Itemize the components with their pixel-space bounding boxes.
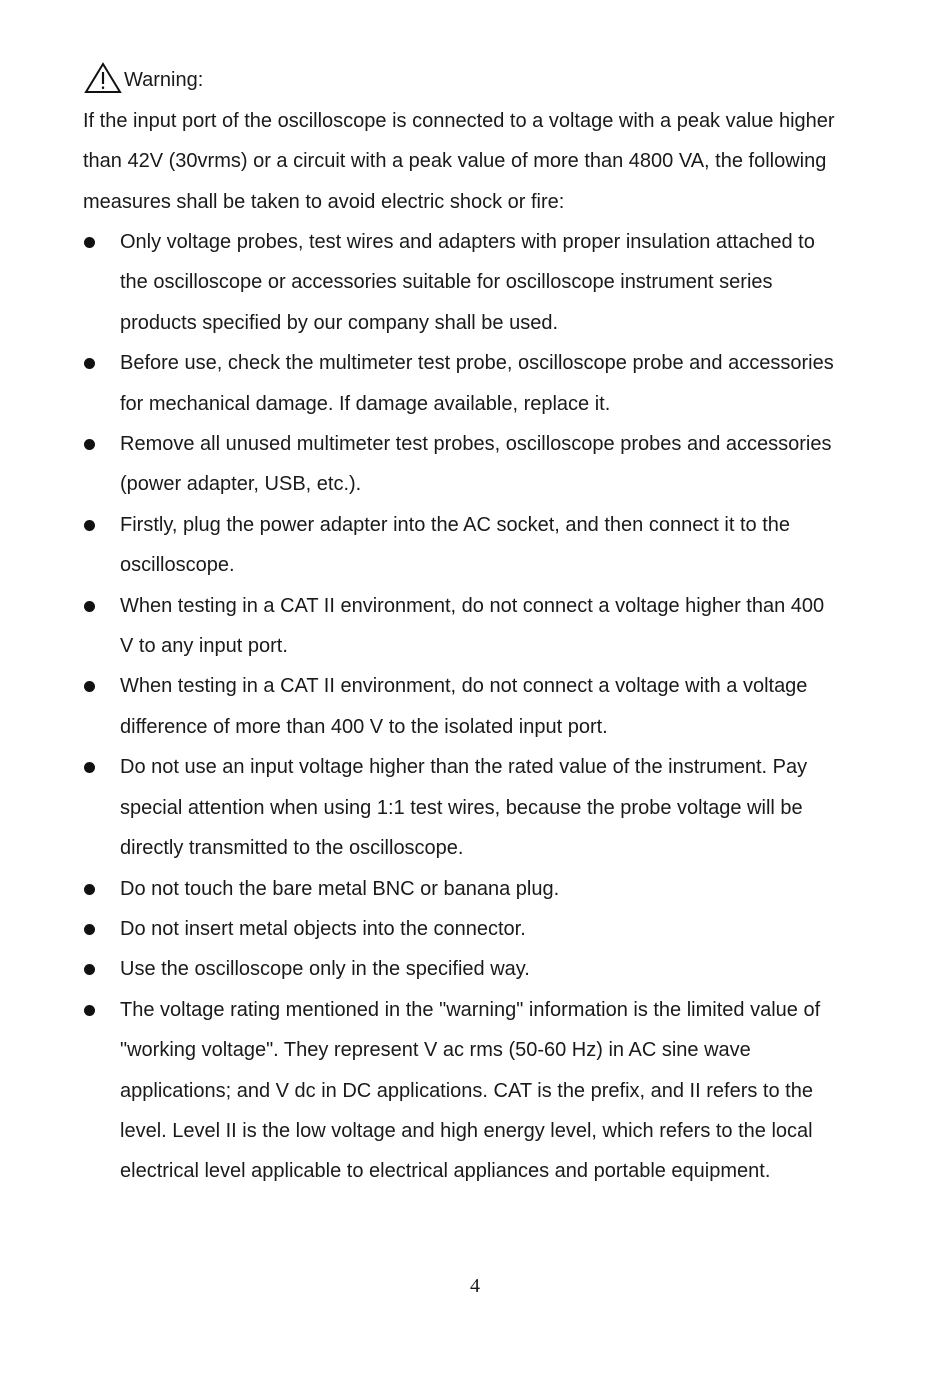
- list-item: [83, 505, 843, 586]
- list-item-text: Do not touch the bare metal BNC or banana plug.: [120, 877, 560, 900]
- list-item-text: Firstly, plug the power adapter into the AC socket, and then connect it to the oscilloscope.: [120, 513, 791, 577]
- warning-header: [84, 54, 203, 94]
- bullet-icon: [84, 681, 95, 692]
- list-item: [83, 909, 843, 949]
- list-item: [83, 949, 843, 989]
- bullet-icon: [84, 964, 95, 975]
- list-item: [83, 343, 843, 424]
- list-item-text: Remove all unused multimeter test probes, oscilloscope probes and accessories (power adapter, USB, etc.).: [120, 433, 832, 496]
- bullet-icon: [84, 439, 95, 450]
- safety-measures-list: [83, 222, 843, 1192]
- bullet-icon: [84, 1005, 95, 1016]
- list-item: [83, 222, 843, 343]
- bullet-icon: [84, 762, 95, 773]
- bullet-icon: [84, 884, 95, 895]
- list-item-text: The voltage rating mentioned in the "warning" information is the limited value of "working voltage". They represent V ac rms (50-60 Hz) in AC sine wave applications; and V dc in DC applications. CAT is the prefix, and II refers to the level. Level II is the low voltage and high energy level, which refers to the local electrical level applicable to electrical appliances and portable equipment.: [120, 998, 821, 1183]
- warning-triangle-icon: [84, 62, 122, 94]
- list-item-text: Do not use an input voltage higher than the rated value of the instrument. Pay special attention when using 1:1 test wires, because the probe voltage will be directly transmitted to the oscilloscope.: [120, 756, 808, 860]
- list-item-text: Do not insert metal objects into the connector.: [120, 917, 526, 940]
- bullet-icon: [84, 520, 95, 531]
- list-item: [83, 747, 843, 868]
- intro-paragraph: If the input port of the oscilloscope is connected to a voltage with a peak value higher than 42V (30vrms) or a circuit with a peak value of more than 4800 VA, the following measures shall be taken to avoid electric shock or fire:: [83, 110, 835, 213]
- bullet-icon: [84, 358, 95, 369]
- list-item: [83, 869, 843, 909]
- list-item-text: When testing in a CAT II environment, do not connect a voltage higher than 400 V to any input port.: [120, 594, 825, 658]
- warning-title: Warning:: [124, 69, 204, 91]
- list-item: [83, 586, 843, 667]
- bullet-icon: [84, 924, 95, 935]
- list-item: [83, 666, 843, 747]
- list-item: [83, 990, 843, 1192]
- list-item-text: When testing in a CAT II environment, do not connect a voltage with a voltage difference of more than 400 V to the isolated input port.: [120, 675, 808, 738]
- list-item-text: Only voltage probes, test wires and adapters with proper insulation attached to the oscilloscope or accessories suitable for oscilloscope instrument series products specified by our company shall be used.: [120, 231, 815, 334]
- page-number: 4: [470, 1275, 480, 1297]
- bullet-icon: [84, 237, 95, 248]
- bullet-icon: [84, 601, 95, 612]
- list-item: [83, 424, 843, 505]
- list-item-text: Use the oscilloscope only in the specified way.: [120, 958, 530, 981]
- list-item-text: Before use, check the multimeter test probe, oscilloscope probe and accessories for mechanical damage. If damage available, replace it.: [120, 352, 834, 415]
